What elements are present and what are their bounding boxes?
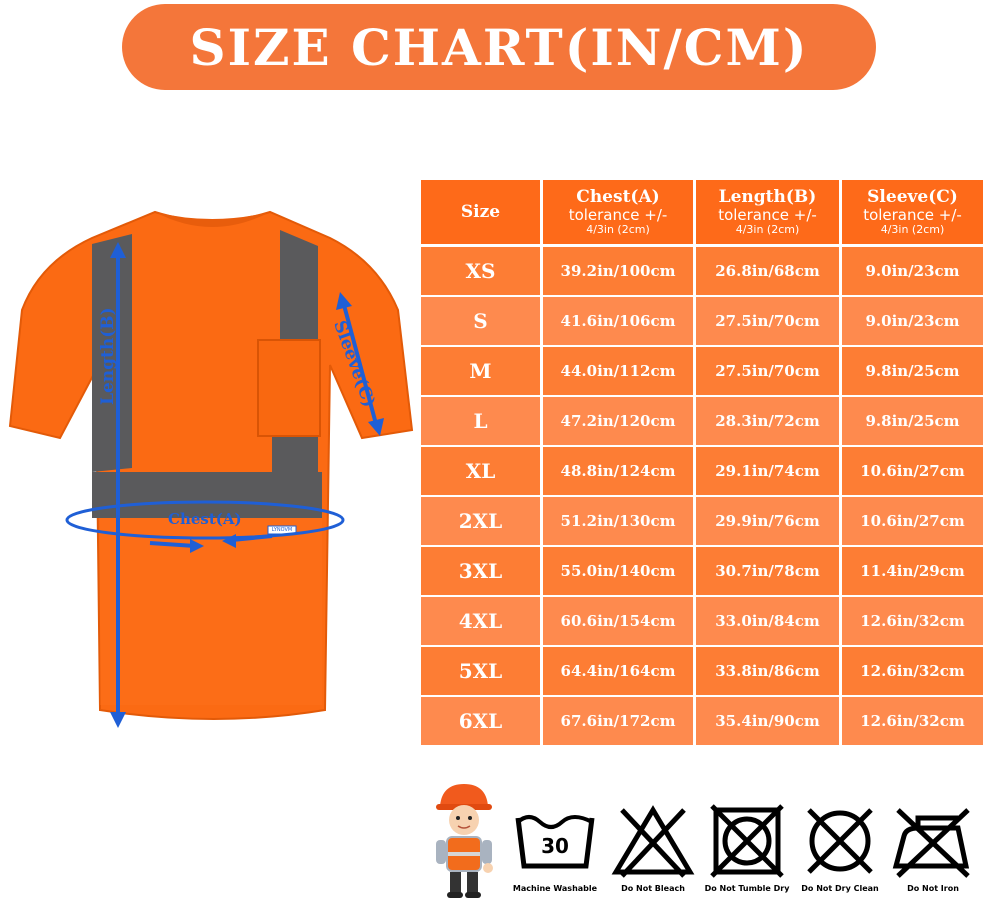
length-cell: 30.7in/78cm: [696, 547, 839, 595]
worker-mascot-icon: [428, 780, 498, 902]
size-cell: S: [421, 297, 540, 345]
size-cell: 6XL: [421, 697, 540, 745]
sleeve-cell: 9.0in/23cm: [842, 297, 983, 345]
sleeve-cell: 9.0in/23cm: [842, 247, 983, 295]
no-bleach-icon: [608, 800, 698, 880]
table-row: [421, 647, 983, 695]
sleeve-cell: 11.4in/29cm: [842, 547, 983, 595]
garment-tag: LYNOVM: [271, 527, 293, 533]
length-cell: 35.4in/90cm: [696, 697, 839, 745]
table-row: [421, 597, 983, 645]
chest-cell: 55.0in/140cm: [543, 547, 693, 595]
care-label: Machine Washable: [512, 884, 598, 893]
table-row: [421, 347, 983, 395]
header-size-title: Size: [460, 201, 501, 222]
size-cell: XL: [421, 447, 540, 495]
table-row: [421, 297, 983, 345]
header-sleeve-tolerance: tolerance +/-: [863, 206, 962, 225]
care-item-no-dry-clean: [795, 800, 885, 900]
length-cell: 27.5in/70cm: [696, 297, 839, 345]
shirt-illustration: [0, 200, 420, 740]
sleeve-cell: 12.6in/32cm: [842, 647, 983, 695]
chest-cell: 51.2in/130cm: [543, 497, 693, 545]
no-dry-clean-icon: [795, 800, 885, 880]
length-cell: 33.8in/86cm: [696, 647, 839, 695]
no-iron-icon: [888, 800, 978, 880]
table-row: [421, 497, 983, 545]
sleeve-cell: 9.8in/25cm: [842, 397, 983, 445]
header-chest: [543, 180, 693, 244]
chest-cell: 41.6in/106cm: [543, 297, 693, 345]
chest-cell: 44.0in/112cm: [543, 347, 693, 395]
table-header-row: [421, 180, 983, 244]
table-row: [421, 247, 983, 295]
header-chest-title: Chest(A): [576, 187, 660, 208]
care-label: Do Not Tumble Dry: [704, 884, 790, 893]
sleeve-label: Sleeve(C): [329, 318, 380, 411]
header-size: [421, 180, 540, 244]
length-label: Length(B): [98, 307, 118, 405]
chest-cell: 48.8in/124cm: [543, 447, 693, 495]
sleeve-cell: 9.8in/25cm: [842, 347, 983, 395]
size-cell: XS: [421, 247, 540, 295]
header-sleeve-tolerance-value: 4/3in (2cm): [880, 222, 945, 236]
banner-title: SIZE CHART(IN/CM): [189, 17, 809, 77]
sleeve-cell: 12.6in/32cm: [842, 597, 983, 645]
tshirt-icon: [0, 200, 420, 740]
care-item-no-bleach: [608, 800, 698, 900]
chest-cell: 39.2in/100cm: [543, 247, 693, 295]
size-cell: 5XL: [421, 647, 540, 695]
length-cell: 29.9in/76cm: [696, 497, 839, 545]
care-item-no-tumble-dry: [702, 800, 792, 900]
care-label: Do Not Iron: [907, 884, 959, 893]
length-cell: 27.5in/70cm: [696, 347, 839, 395]
size-cell: 3XL: [421, 547, 540, 595]
chest-cell: 47.2in/120cm: [543, 397, 693, 445]
header-length-title: Length(B): [718, 187, 817, 208]
care-label: Do Not Bleach: [621, 884, 685, 893]
chest-cell: 60.6in/154cm: [543, 597, 693, 645]
no-tumble-dry-icon: [702, 800, 792, 880]
size-cell: L: [421, 397, 540, 445]
table-row: [421, 447, 983, 495]
length-cell: 28.3in/72cm: [696, 397, 839, 445]
length-cell: 29.1in/74cm: [696, 447, 839, 495]
header-length: [696, 180, 839, 244]
care-label: Do Not Dry Clean: [801, 884, 879, 893]
care-item-no-iron: [888, 800, 978, 900]
sleeve-cell: 10.6in/27cm: [842, 447, 983, 495]
size-cell: M: [421, 347, 540, 395]
size-chart-banner: [122, 4, 876, 90]
length-cell: 33.0in/84cm: [696, 597, 839, 645]
sleeve-cell: 12.6in/32cm: [842, 697, 983, 745]
size-cell: 2XL: [421, 497, 540, 545]
chest-label: Chest(A): [168, 510, 242, 528]
size-table: [421, 180, 983, 750]
header-chest-tolerance-value: 4/3in (2cm): [586, 222, 650, 236]
chest-cell: 64.4in/164cm: [543, 647, 693, 695]
care-item-machine-wash: [510, 800, 600, 900]
header-length-tolerance-value: 4/3in (2cm): [735, 222, 800, 236]
header-sleeve-title: Sleeve(C): [867, 187, 958, 208]
length-cell: 26.8in/68cm: [696, 247, 839, 295]
size-cell: 4XL: [421, 597, 540, 645]
worker-mascot: [428, 780, 498, 902]
table-row: [421, 697, 983, 745]
header-length-tolerance: tolerance +/-: [718, 206, 817, 225]
table-row: [421, 397, 983, 445]
table-row: [421, 547, 983, 595]
wash-temperature: 30: [541, 834, 569, 858]
sleeve-cell: 10.6in/27cm: [842, 497, 983, 545]
chest-cell: 67.6in/172cm: [543, 697, 693, 745]
header-sleeve: [842, 180, 983, 244]
header-chest-tolerance: tolerance +/-: [568, 206, 668, 225]
